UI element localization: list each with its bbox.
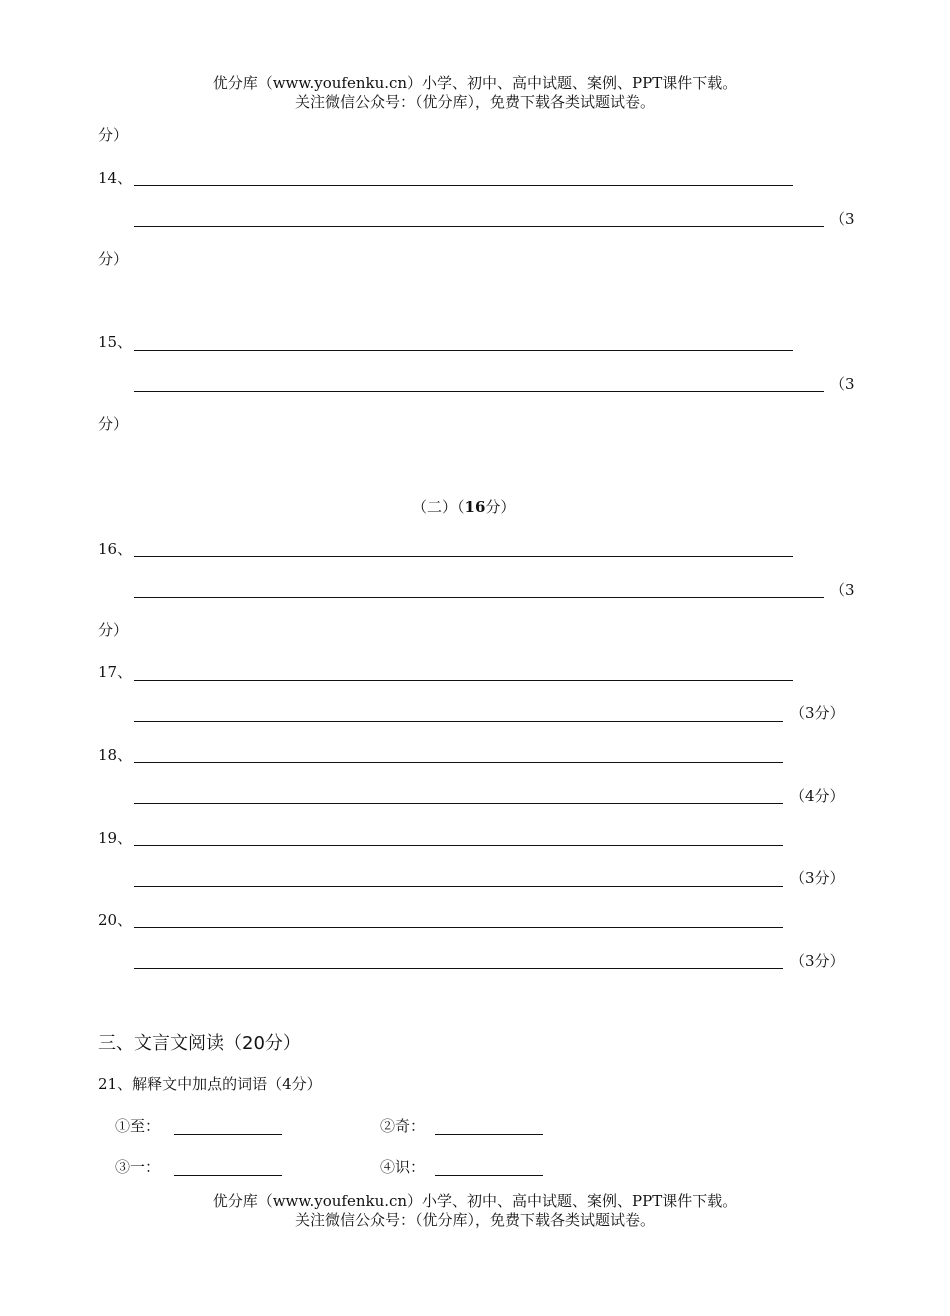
q16-number: 16、	[98, 540, 133, 558]
part2-heading	[412, 498, 515, 516]
q16-answer-line-1[interactable]	[134, 556, 793, 557]
q21-item-4-label: ④识：	[380, 1158, 426, 1176]
q18-score: （4分）	[790, 787, 845, 805]
q14-answer-line-2[interactable]	[134, 226, 824, 227]
q14-score-close: 分）	[98, 250, 129, 268]
section3-title: 三、文言文阅读（20分）	[98, 1033, 301, 1054]
page-header-line-2: 关注微信公众号：（优分库），免费下载各类试题试卷。	[294, 93, 655, 111]
q21-item-1-label: ①至：	[115, 1117, 161, 1135]
q15-answer-line-1[interactable]	[134, 350, 793, 351]
q15-number: 15、	[98, 333, 133, 351]
q17-answer-line-1[interactable]	[134, 680, 793, 681]
carryover-score: 分）	[98, 126, 129, 144]
q17-answer-line-2[interactable]	[134, 721, 783, 722]
part2-heading-open: （二）（	[412, 498, 465, 516]
q21-prompt: 21、解释文中加点的词语（4分）	[98, 1075, 322, 1093]
q17-number: 17、	[98, 663, 133, 681]
q20-score: （3分）	[790, 952, 845, 970]
q18-number: 18、	[98, 746, 133, 764]
q20-answer-line-2[interactable]	[134, 968, 783, 969]
part2-heading-close: 分）	[485, 498, 516, 516]
q15-score-close: 分）	[98, 415, 129, 433]
q20-number: 20、	[98, 911, 133, 929]
q15-answer-line-2[interactable]	[134, 391, 824, 392]
q19-score: （3分）	[790, 869, 845, 887]
q21-item-3-label: ③一：	[115, 1158, 161, 1176]
q19-answer-line-1[interactable]	[134, 845, 783, 846]
q21-item-1-answer-line[interactable]	[174, 1134, 282, 1135]
q18-answer-line-2[interactable]	[134, 803, 783, 804]
page-footer-line-1: 优分库（www.youfenku.cn）小学、初中、高中试题、案例、PPT课件下载。	[212, 1192, 738, 1210]
page-header-line-1: 优分库（www.youfenku.cn）小学、初中、高中试题、案例、PPT课件下载。	[212, 74, 738, 92]
q19-answer-line-2[interactable]	[134, 886, 783, 887]
q21-item-3-answer-line[interactable]	[174, 1175, 282, 1176]
q16-score-open: （3	[830, 581, 855, 599]
q14-number: 14、	[98, 169, 133, 187]
q17-score: （3分）	[790, 704, 845, 722]
q15-score-open: （3	[830, 375, 855, 393]
q18-answer-line-1[interactable]	[134, 762, 783, 763]
q16-answer-line-2[interactable]	[134, 597, 824, 598]
q19-number: 19、	[98, 829, 133, 847]
q20-answer-line-1[interactable]	[134, 927, 783, 928]
q16-score-close: 分）	[98, 621, 129, 639]
q21-item-2-answer-line[interactable]	[435, 1134, 543, 1135]
q14-answer-line-1[interactable]	[134, 185, 793, 186]
q21-item-4-answer-line[interactable]	[435, 1175, 543, 1176]
part2-points: 16	[464, 498, 486, 516]
page-footer-line-2: 关注微信公众号：（优分库），免费下载各类试题试卷。	[294, 1211, 655, 1229]
q14-score-open: （3	[830, 210, 855, 228]
q21-item-2-label: ②奇：	[380, 1117, 426, 1135]
